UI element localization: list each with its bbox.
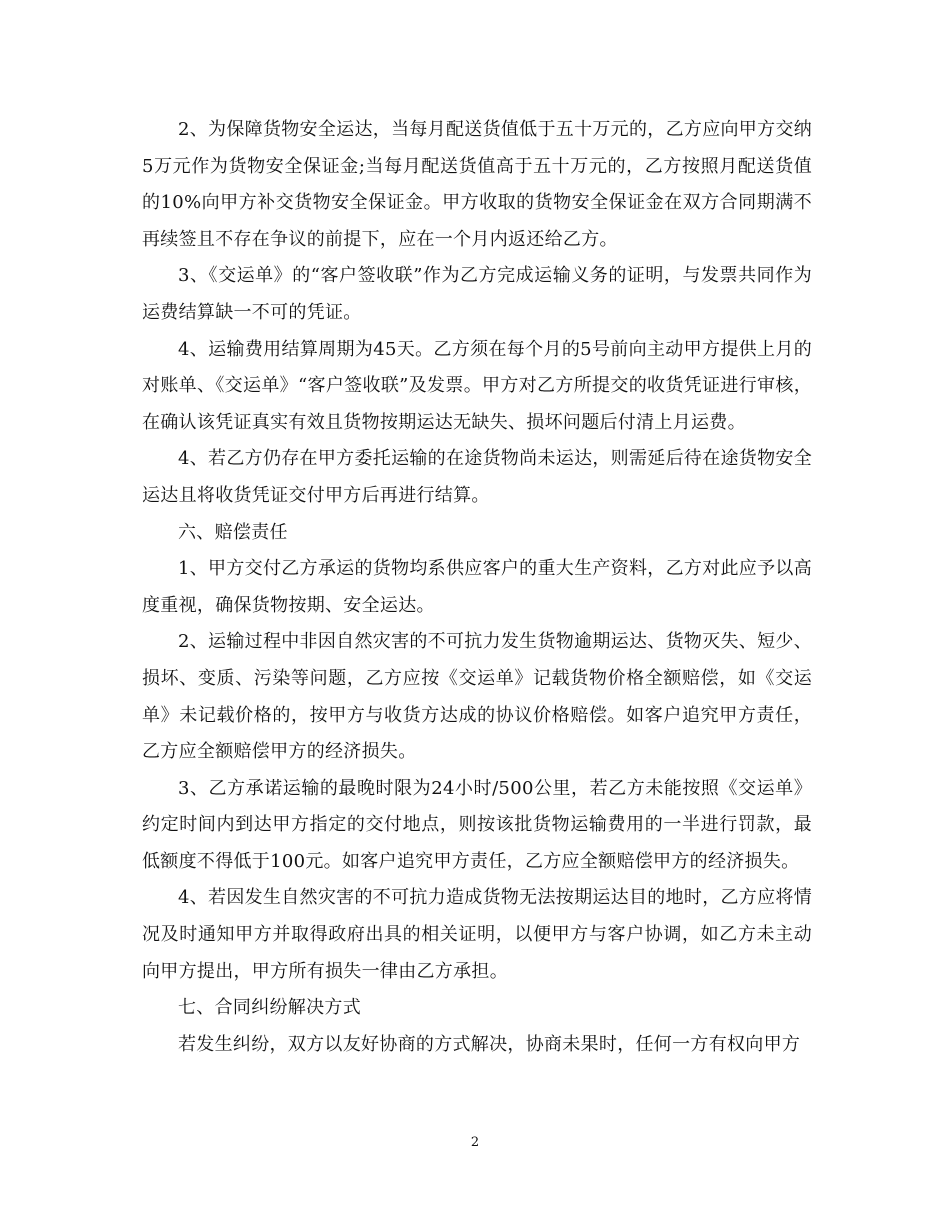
- paragraph-compensation-4: 4、若因发生自然灾害的不可抗力造成货物无法按期运达目的地时，乙方应将情况及时通知甲方并取得政府出具的相关证明，以便甲方与客户协调，如乙方未主动向甲方提出，甲方所有损失一律由乙方承担。: [142, 887, 812, 982]
- paragraph-compensation-2: 2、运输过程中非因自然灾害的不可抗力发生货物逾期运达、货物灭失、短少、损坏、变质、污染等问题，乙方应按《交运单》记载货物价格全额赔偿，如《交运单》未记载价格的，按甲方与收货方达成的协议价格赔偿。如客户追究甲方责任，乙方应全额赔偿甲方的经济损失。: [142, 631, 812, 763]
- paragraph-settlement-cycle: 4、运输费用结算周期为45天。乙方须在每个月的5号前向主动甲方提供上月的对账单、《交运单》“客户签收联”及发票。甲方对乙方所提交的收货凭证进行审核，在确认该凭证真实有效且货物按期运达无缺失、损坏问题后付清上月运费。: [142, 338, 812, 433]
- section-heading-dispute: 七、合同纠纷解决方式: [178, 997, 361, 1019]
- paragraph-deposit: 2、为保障货物安全运达，当每月配送货值低于五十万元的，乙方应向甲方交纳5万元作为货物安全保证金;当每月配送货值高于五十万元的，乙方按照月配送货值的10%向甲方补交货物安全保证金。甲方收取的货物安全保证金在双方合同期满不再续签且不存在争议的前提下，应在一个月内返还给乙方。: [142, 119, 812, 250]
- paragraph-dispute: 若发生纠纷，双方以友好协商的方式解决，协商未果时，任何一方有权向甲方: [178, 1033, 801, 1055]
- page-number: 2: [470, 1135, 480, 1150]
- section-heading-compensation: 六、赔偿责任: [178, 521, 288, 543]
- paragraph-compensation-1: 1、甲方交付乙方承运的货物均系供应客户的重大生产资料，乙方对此应予以高度重视，确保货物按期、安全运达。: [142, 558, 812, 616]
- paragraph-in-transit: 4、若乙方仍存在甲方委托运输的在途货物尚未运达，则需延后待在途货物安全运达且将收货凭证交付甲方后再进行结算。: [142, 448, 812, 506]
- paragraph-receipt-proof: 3、《交运单》的“客户签收联”作为乙方完成运输义务的证明，与发票共同作为运费结算缺一不可的凭证。: [142, 265, 812, 323]
- paragraph-compensation-3: 3、乙方承诺运输的最晚时限为24小时/500公里，若乙方未能按照《交运单》约定时间内到达甲方指定的交付地点，则按该批货物运输费用的一半进行罚款，最低额度不得低于100元。如客户追究甲方责任，乙方应全额赔偿甲方的经济损失。: [142, 777, 812, 872]
- document-body: [142, 112, 812, 1063]
